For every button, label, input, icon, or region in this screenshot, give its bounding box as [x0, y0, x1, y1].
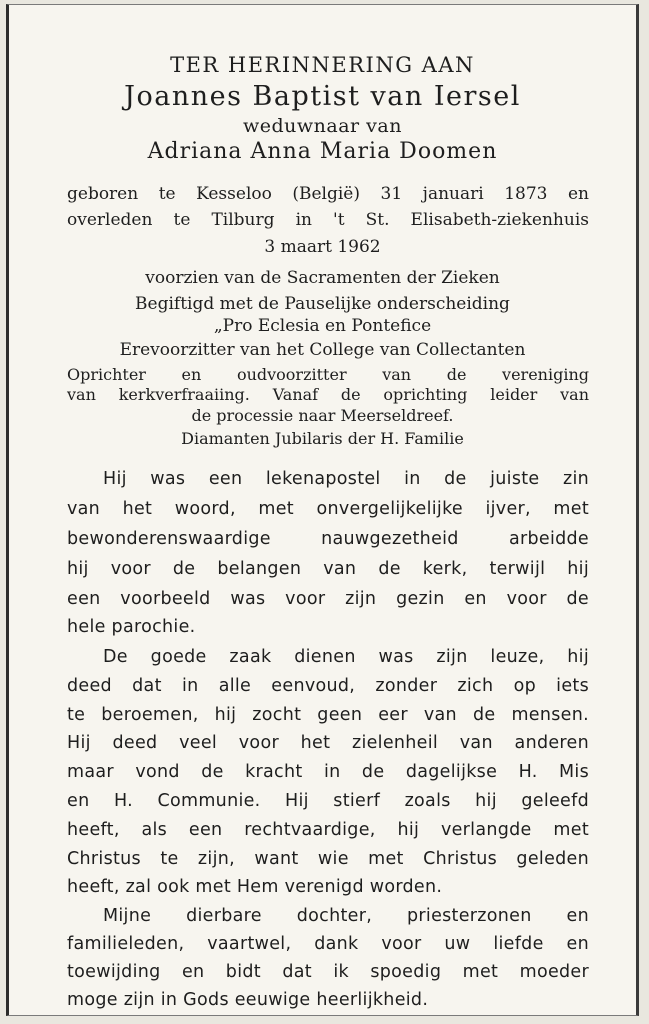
paragraph-3-line-2: familieleden, vaartwel, dank voor uw liefde en	[67, 934, 589, 954]
paragraph-1-line-4: hij voor de belangen van de kerk, terwijl hij	[67, 559, 589, 579]
honour-line-1: Begiftigd met de Pauselijke onderscheiding	[135, 294, 510, 314]
paragraph-2-line-8: Christus te zijn, want wie met Christus geleden	[67, 849, 589, 869]
honour-line-2: „Pro Eclesia en Pontefice	[213, 316, 432, 336]
role-line-5: Diamanten Jubilaris der H. Familie	[181, 429, 464, 448]
death-line: overleden te Tilburg in 't St. Elisabeth-ziekenhuis	[67, 210, 589, 230]
paragraph-2-line-2: deed dat in alle eenvoud, zonder zich op iets	[67, 676, 589, 696]
memorial-card	[6, 4, 639, 1016]
paragraph-2-line-9: heeft, zal ook met Hem verenigd worden.	[67, 877, 443, 897]
paragraph-2-line-1: De goede zaak dienen was zijn leuze, hij	[103, 647, 589, 667]
paragraph-3-line-1: Mijne dierbare dochter, priesterzonen en	[103, 906, 589, 926]
paragraph-2-line-5: maar vond de kracht in de dagelijkse H. Mis	[67, 762, 589, 782]
paragraph-1-line-6: hele parochie.	[67, 617, 196, 637]
role-line-4: de processie naar Meerseldreef.	[191, 406, 454, 425]
paragraph-2-line-4: Hij deed veel voor het zielenheil van anderen	[67, 733, 589, 753]
paragraph-3-line-4: moge zijn in Gods eeuwige heerlijkheid.	[67, 990, 429, 1010]
paragraph-3-line-3: toewijding en bidt dat ik spoedig met moeder	[67, 962, 589, 982]
paragraph-1-line-1: Hij was een lekenapostel in de juiste zin	[103, 469, 589, 489]
spouse-name: Adriana Anna Maria Doomen	[147, 139, 498, 164]
paragraph-2-line-3: te beroemen, hij zocht geen eer van de mensen.	[67, 705, 589, 725]
paragraph-2-line-7: heeft, als een rechtvaardige, hij verlangde met	[67, 820, 589, 840]
role-line-3: van kerkverfraaiing. Vanaf de oprichting leider van	[67, 385, 589, 404]
paragraph-1-line-2: van het woord, met onvergelijkelijke ijver, met	[67, 499, 589, 519]
role-line-2: Oprichter en oudvoorzitter van de vereniging	[67, 365, 589, 384]
birth-line: geboren te Kesseloo (België) 31 januari 1873 en	[67, 184, 589, 204]
card-heading: TER HERINNERING AAN	[170, 53, 475, 77]
paragraph-1-line-3: bewonderenswaardige nauwgezetheid arbeidde	[67, 529, 589, 549]
sacraments-line: voorzien van de Sacramenten der Zieken	[145, 268, 500, 288]
paragraph-2-line-6: en H. Communie. Hij stierf zoals hij geleefd	[67, 791, 589, 811]
widower-label: weduwnaar van	[243, 115, 402, 137]
deceased-name: Joannes Baptist van Iersel	[124, 81, 521, 112]
role-line-1: Erevoorzitter van het College van Collectanten	[119, 340, 526, 360]
paragraph-1-line-5: een voorbeeld was voor zijn gezin en voor de	[67, 589, 589, 609]
death-date: 3 maart 1962	[264, 237, 381, 257]
